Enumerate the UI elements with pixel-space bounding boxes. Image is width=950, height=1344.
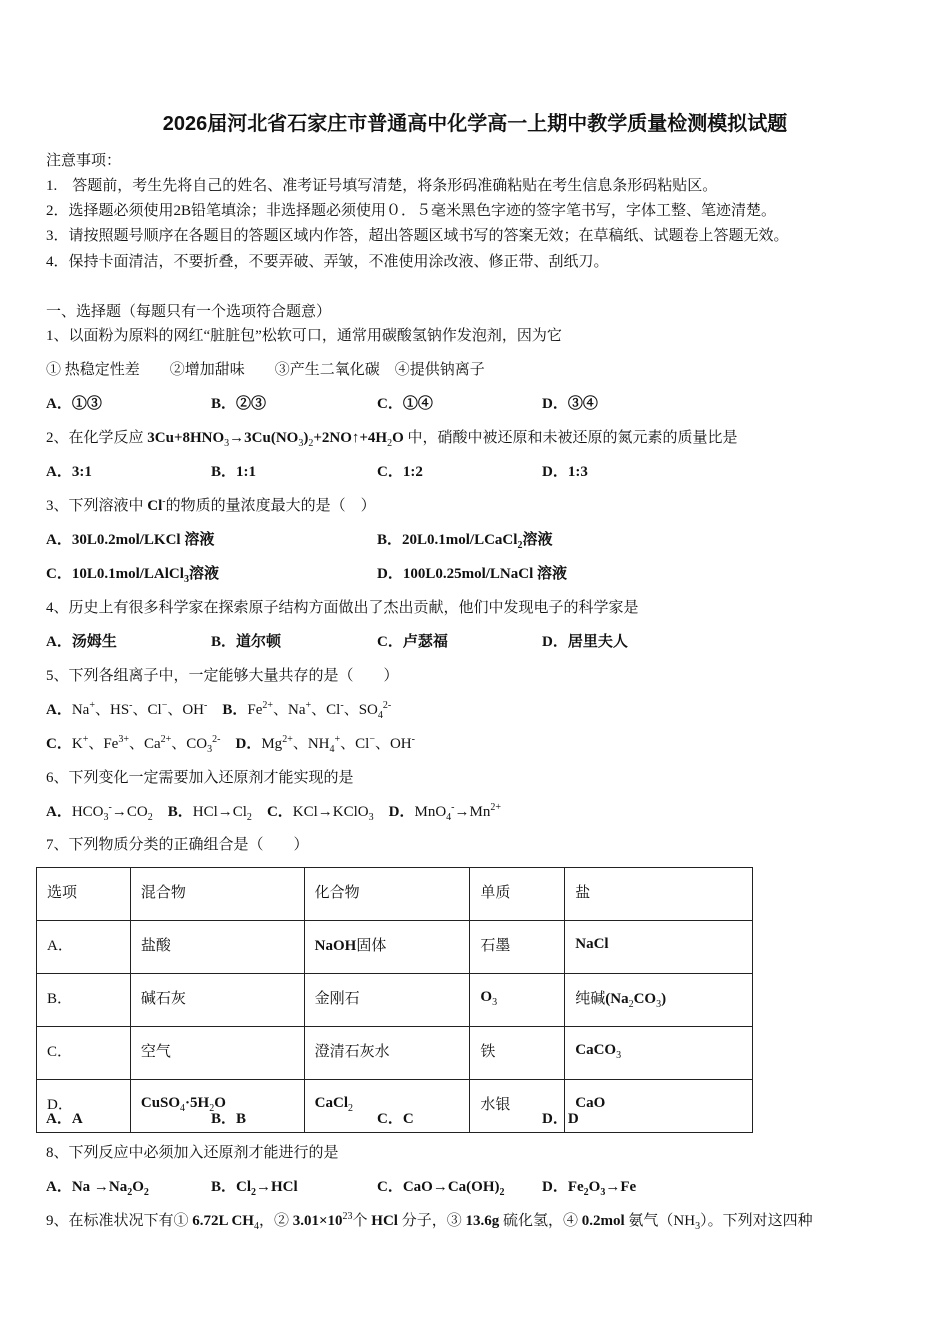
text-run: 空气 [140,1043,171,1060]
option-d [377,564,567,584]
text-run: MnO [414,804,447,820]
bold-run: B． [167,804,193,820]
note-item: 4．保持卡面清洁，不要折叠，不要弄破、弄皱，不准使用涂改液、修正带、刮纸刀。 [46,254,609,270]
text-run: 、SO [343,702,378,718]
text-run: C．①④ [377,396,433,412]
text-run: B．②③ [211,396,267,412]
bold-run: 3.01×10 [292,1213,343,1229]
superscript: + [334,734,341,745]
bold-run: O [392,430,404,446]
bold-run: D． [235,736,262,752]
subscript: 4 [329,744,335,755]
text-run: 铁 [480,1043,496,1060]
option-b [211,462,256,482]
superscript: - [411,734,415,745]
text-run: D．1:3 [542,464,588,480]
text-run: D．Fe [542,1179,584,1195]
superscript: 23 [342,1211,353,1222]
question-3-stem [46,496,376,516]
page-title: 2026届河北省石家庄市普通高中化学高一上期中教学质量检测模拟试题 [162,113,788,135]
text-run: D．③④ [542,396,598,412]
option-a [46,632,117,652]
text-run: D．居里夫人 [542,634,628,650]
question-8-stem [46,1143,339,1163]
question-1-items [46,360,485,380]
bold-run: D． [388,804,415,820]
text-run: 碱石灰 [140,990,186,1007]
text-run [153,804,168,820]
text-run: B． [47,990,73,1007]
text-run: 、CO [171,736,208,752]
table-cell [565,974,753,1027]
note-item: 1. 答题前，考生先将自己的姓名、准考证号填写清楚，将条形码准确粘贴在考生信息条形码粘贴区。 [46,178,718,194]
question-6-options [46,802,501,822]
option-d [542,394,598,414]
subscript: 2 [628,998,634,1010]
text-run: 个 [352,1213,372,1229]
text-run: 、HS [94,702,130,718]
option-a [46,1177,149,1197]
subscript: 2 [209,1102,215,1114]
text-run: A．Na →Na [46,1179,128,1195]
table-row [37,921,753,974]
superscript: + [89,700,95,711]
option-b [377,530,552,550]
bold-run: CaCO [575,1041,617,1058]
table-cell [37,1027,131,1080]
table-cell [565,921,753,974]
option-a [46,530,214,550]
subscript: 3 [368,812,374,823]
text-run: 石墨 [480,937,511,954]
bold-run: CaCl [314,1094,349,1111]
column-header: 选项 [37,868,131,921]
question-6-stem [46,768,354,788]
text-run [374,804,389,820]
superscript: 2+ [282,734,293,745]
subscript: 2 [308,438,314,449]
bold-run: 6.72L CH [192,1213,254,1229]
option-c [377,1109,414,1129]
text-run: 澄清石灰水 [314,1043,390,1060]
text-run: 3、下列溶液中 [46,498,148,514]
subscript: 3 [103,812,109,823]
table-row [37,1027,753,1080]
text-run: ① 热稳定性差 ②增加甜味 ③产生二氧化碳 ④提供钠离子 [46,362,485,378]
text-run: 、OH [374,736,412,752]
option-b [211,1109,246,1129]
bold-run: CO [633,990,657,1007]
subscript: 2 [143,1187,149,1198]
classification-table [36,867,753,1133]
table-cell [37,974,131,1027]
text-run: 硫化氢，④ [499,1213,582,1229]
text-run: HCO [71,804,104,820]
table-header-row [37,868,753,921]
subscript: 4 [180,1102,186,1114]
text-run: A．A [46,1111,83,1127]
bold-run: CaO [575,1094,606,1111]
bold-run: A． [46,804,72,820]
subscript: 4 [377,710,383,721]
text-run: B．Cl [211,1179,252,1195]
text-run: C．10L0.1mol/LAlCl [46,566,184,582]
superscript: - [451,802,455,813]
subscript: 2 [387,438,393,449]
text-run: 8、下列反应中必须加入还原剂才能进行的是 [46,1145,339,1161]
text-run: Fe [247,702,263,718]
text-run: B．道尔顿 [211,634,282,650]
superscript: 2+ [160,734,172,745]
superscript: − [161,700,168,711]
text-run: 、Cl [340,736,370,752]
text-run [220,736,235,752]
superscript: 2+ [262,700,274,711]
subscript: 3 [492,996,498,1008]
table-cell [37,921,131,974]
subscript: 2 [499,1187,505,1198]
superscript: - [108,802,112,813]
option-c [377,1177,505,1197]
text-run: 、Na [273,702,306,718]
text-run: 、NH [292,736,330,752]
text-run: K [71,736,83,752]
text-run: O [588,1179,601,1195]
bold-run: B． [222,702,248,718]
bold-run: Cl [147,498,163,514]
option-c [377,632,448,652]
subscript: 3 [298,438,304,449]
subscript: 2 [127,1187,133,1198]
text-run: Mg [261,736,283,752]
option-c [377,394,433,414]
option-a [46,394,102,414]
text-run: 纯碱 [575,990,606,1007]
subscript: 2 [246,812,252,823]
text-run: B．1:1 [211,464,257,480]
option-b [211,394,266,414]
text-run: ，② [258,1213,293,1229]
option-a [46,462,92,482]
text-run: O [132,1179,144,1195]
option-c [46,564,219,584]
column-header: 单质 [470,868,565,921]
note-item: 2．选择题必须使用2B铅笔填涂；非选择题必须使用０．５毫米黑色字迹的签字笔书写，字体工整、笔迹清楚。 [46,203,777,219]
text-run: 2、在化学反应 [46,430,148,446]
text-run: A．汤姆生 [46,634,117,650]
text-run: C．C [377,1111,414,1127]
option-b [211,632,281,652]
option-b [211,1177,298,1197]
subscript: 3 [656,998,662,1010]
subscript: 3 [695,1221,701,1232]
question-9-stem [46,1211,813,1231]
option-a [46,1109,83,1129]
column-header: 化合物 [304,868,470,921]
subscript: 2 [583,1187,589,1198]
table-cell [565,1027,753,1080]
text-run: C．1:2 [377,464,423,480]
bold-run: ) [303,430,309,446]
text-run: 、Ca [128,736,161,752]
table-cell [304,1027,470,1080]
text-run: KCl→KClO [292,804,369,820]
text-run: 1、以面粉为原料的网红“脏脏包”松软可口，通常用碳酸氢钠作发泡剂，因为它 [46,328,562,344]
bold-run: ·5H [185,1094,210,1111]
subscript: 3 [600,1187,606,1198]
text-run: A．3:1 [46,464,92,480]
text-run: C． [47,1043,73,1060]
superscript: 3+ [118,734,129,745]
superscript: − [369,734,375,745]
subscript: 4 [446,812,452,823]
subscript: 2 [348,1102,354,1114]
text-run: C．卢瑟福 [377,634,448,650]
text-run: 9、在标准状况下有① [46,1213,193,1229]
text-run: B．20L0.1mol/LCaCl [377,532,518,548]
superscript: 2- [212,734,221,745]
bold-run: +2NO↑+4H [313,430,388,446]
table-cell [130,921,304,974]
bold-run: O [214,1094,226,1111]
bold-run: (Na [605,990,629,1007]
bold-run: A． [46,702,72,718]
text-run: 溶液 [522,532,553,548]
question-7-stem [46,835,309,855]
section-heading: 一、选择题（每题只有一个选项符合题意） [46,304,332,320]
superscript: - [340,700,344,711]
text-run [252,804,267,820]
question-5-stem [46,666,399,686]
bold-run: NaOH [314,937,357,954]
text-run: D．D [542,1111,579,1127]
text-run: ）。下列对这四种 [700,1213,813,1229]
text-run: →Mn [454,804,491,820]
question-4-stem [46,598,639,618]
option-d [542,632,628,652]
text-run: 固体 [356,937,387,954]
subscript: 3 [183,574,189,585]
bold-run: 3Cu+8HNO [147,430,225,446]
text-run: 溶液 [188,566,219,582]
bold-run: →3Cu(NO [229,430,299,446]
note-item: 3．请按照题号顺序在各题目的答题区域内作答，超出答题区域书写的答案无效；在草稿纸、试题卷上答题无效。 [46,228,789,244]
superscript: 2+ [490,802,501,813]
option-d [542,1109,579,1129]
subscript: 3 [207,744,213,755]
question-2-stem [46,428,738,448]
table-cell [470,1027,565,1080]
text-run: 4、历史上有很多科学家在探索原子结构方面做出了杰出贡献，他们中发现电子的科学家是 [46,600,639,616]
text-run: 7、下列物质分类的正确组合是（ ） [46,837,309,853]
bold-run: 13.6g [465,1213,500,1229]
text-run: 、Cl [132,702,162,718]
table-cell [565,1080,753,1133]
bold-run: CuSO [140,1094,181,1111]
column-header: 盐 [565,868,753,921]
subscript: 2 [251,1187,257,1198]
subscript: 2 [517,540,523,551]
text-run: 盐酸 [140,937,171,954]
superscript: - [204,700,208,711]
table-cell [130,974,304,1027]
bold-run: ) [661,990,667,1007]
text-run: 、Fe [88,736,119,752]
text-run: A．①③ [46,396,102,412]
table-cell [470,974,565,1027]
text-run: A．30L0.2mol/LKCl 溶液 [46,532,215,548]
text-run: →Fe [605,1179,637,1195]
text-run: HCl→Cl [192,804,247,820]
text-run: D．100L0.25mol/LNaCl 溶液 [377,566,568,582]
text-run: C．CaO→Ca(OH) [377,1179,500,1195]
bold-run: C． [46,736,72,752]
table-row [37,974,753,1027]
text-run: 、Cl [311,702,341,718]
text-run: Na [71,702,90,718]
bold-run: NaCl [575,935,609,952]
subscript: 4 [253,1221,259,1232]
superscript: - [162,496,166,507]
table-cell [304,974,470,1027]
question-1-stem [46,326,562,346]
superscript: - [129,700,133,711]
text-run: 金刚石 [314,990,360,1007]
text-run: 分子，③ [397,1213,466,1229]
superscript: + [305,700,312,711]
option-d [542,1177,636,1197]
text-run: 5、下列各组离子中，一定能够大量共存的是（ ） [46,668,399,684]
text-run: 、OH [167,702,205,718]
subscript: 3 [616,1049,622,1061]
subscript: 2 [147,812,153,823]
bold-run: O [480,988,493,1005]
table-cell [470,921,565,974]
text-run: B．B [211,1111,247,1127]
question-5-options-cd [46,734,415,754]
superscript: 2- [382,700,392,711]
text-run: 6、下列变化一定需要加入还原剂才能实现的是 [46,770,354,786]
bold-run: 0.2mol [581,1213,625,1229]
text-run: D． [47,1096,73,1113]
bold-run: HCl [371,1213,398,1229]
text-run: →HCl [256,1179,298,1195]
subscript: 3 [224,438,230,449]
text-run: 水银 [480,1096,511,1113]
bold-run: C． [266,804,293,820]
superscript: + [82,734,89,745]
notes-heading: 注意事项： [46,153,122,169]
text-run: 氨气（NH [624,1213,696,1229]
table-cell [304,921,470,974]
option-c [377,462,423,482]
question-5-options-ab [46,700,391,720]
text-run: A． [47,937,73,954]
table-cell [130,1027,304,1080]
text-run: 中，硝酸中被还原和未被还原的氮元素的质量比是 [403,430,738,446]
option-d [542,462,588,482]
text-run: →CO [111,804,148,820]
column-header: 混合物 [130,868,304,921]
text-run [207,702,222,718]
text-run: 的物质的量浓度最大的是（ ） [165,498,376,514]
